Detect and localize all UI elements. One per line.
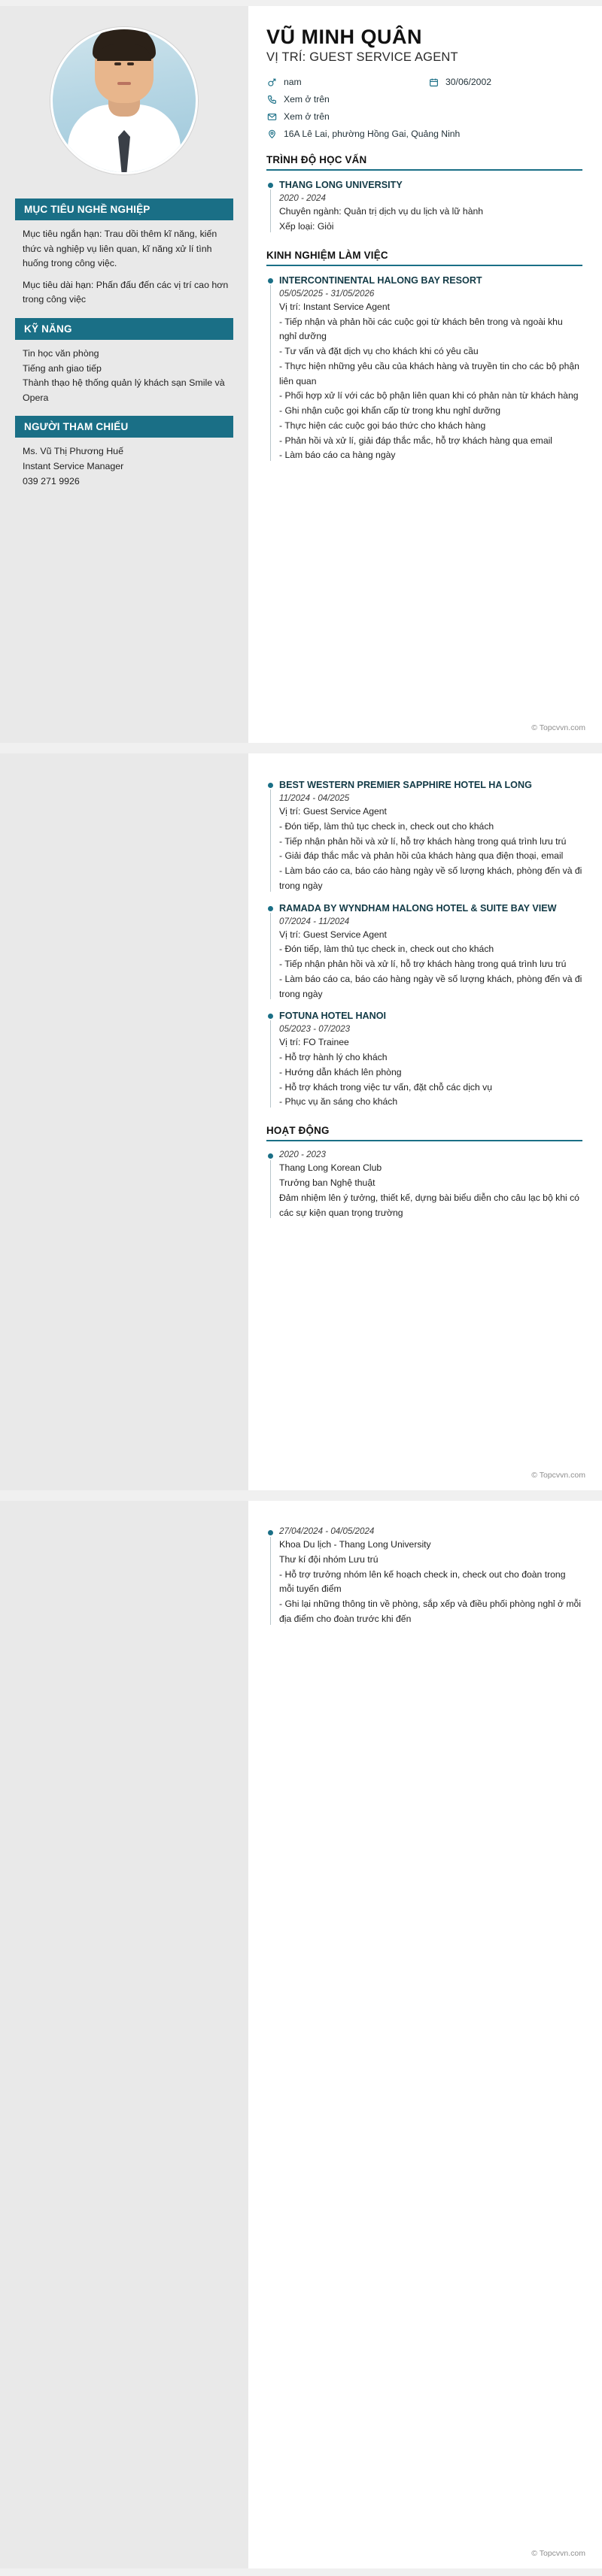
experience-line: - Đón tiếp, làm thủ tục check in, check out cho khách [279, 944, 494, 955]
experience-line: Vị trí: Instant Service Agent [279, 301, 390, 312]
experience-line: - Hỗ trợ khách trong việc tư vấn, đặt chỗ các dịch vụ [279, 1081, 493, 1093]
watermark: © Topcvvn.com [531, 723, 585, 732]
activity-line: Khoa Du lịch - Thang Long University [279, 1539, 431, 1550]
experience-date: 05/05/2025 - 31/05/2026 [279, 288, 375, 299]
section-title-experience: KINH NGHIỆM LÀM VIỆC [266, 250, 582, 266]
activity-line: - Hỗ trợ trưởng nhóm lên kế hoạch check in, check out cho đoàn trong mỗi tuyến điểm [279, 1568, 566, 1595]
experience-line: - Phản hồi và xử lí, giải đáp thắc mắc, hỗ trợ khách hàng qua email [279, 435, 553, 446]
contact-text: nam [284, 77, 302, 88]
experience-date: 07/2024 - 11/2024 [279, 916, 350, 926]
experience-line: - Làm báo cáo ca hàng ngày [279, 450, 396, 461]
resume-page-3 [0, 1501, 602, 2568]
contact-info [266, 77, 582, 139]
contact-phone [266, 94, 582, 105]
reference-line: 039 271 9926 [23, 475, 80, 486]
experience-org: FOTUNA HOTEL HANOI [279, 1011, 387, 1022]
sidebar-blank [0, 1501, 248, 2568]
sidebar [0, 6, 248, 743]
main-content-page-2 [248, 753, 602, 1490]
page-title: VŨ MINH QUÂN [266, 26, 422, 48]
activity-line: Đảm nhiệm lên ý tưởng, thiết kế, dựng bài biểu diễn cho câu lạc bộ khi có các sự kiện quan trọng trường [279, 1192, 579, 1218]
experience-entry [266, 779, 582, 894]
education-entry [266, 179, 582, 235]
experience-line: - Giải đáp thắc mắc và phản hồi của khách hàng qua điện thoại, email [279, 850, 564, 862]
experience-date: 11/2024 - 04/2025 [279, 793, 350, 803]
activity-line: Thang Long Korean Club [279, 1162, 382, 1174]
education-line: Xếp loại: Giỏi [279, 221, 334, 232]
contact-text: 30/06/2002 [445, 77, 491, 88]
experience-line: - Thực hiện những yêu cầu của khách hàng và truyền tin cho các bộ phận liên quan [279, 360, 579, 386]
avatar [0, 6, 248, 188]
mail-icon [266, 111, 278, 122]
education-line: Chuyên ngành: Quản trị dịch vụ du lịch và lữ hành [279, 206, 484, 217]
contact-text: Xem ở trên [284, 94, 330, 105]
experience-line: - Phục vụ ăn sáng cho khách [279, 1096, 398, 1108]
contact-text: Xem ở trên [284, 111, 330, 123]
skill-item: Tin học văn phòng [23, 347, 99, 359]
experience-line: - Làm báo cáo ca, báo cáo hàng ngày về số lượng khách, phòng đến và đi trong ngày [279, 865, 582, 891]
resume-page-2 [0, 753, 602, 1490]
experience-line: - Phối hợp xử lí với các bộ phận liên quan khi có phản nàn từ khách hàng [279, 390, 579, 402]
experience-line: - Tiếp nhận phản hồi và xử lí, hỗ trợ khách hàng trong quá trình lưu trú [279, 835, 567, 847]
experience-line: - Tư vấn và đặt dịch vụ cho khách khi có yêu cầu [279, 346, 479, 357]
experience-entry [266, 1010, 582, 1110]
activity-line: Thư kí đội nhóm Lưu trú [279, 1553, 379, 1565]
profile-photo [50, 27, 198, 174]
experience-line: - Tiếp nhận phản hồi và xử lí, hỗ trợ khách hàng trong quá trình lưu trú [279, 959, 567, 970]
sidebar-blank [0, 753, 248, 1490]
section-title-education: TRÌNH ĐỘ HỌC VẤN [266, 154, 582, 171]
gender-icon [266, 77, 278, 87]
objective-title: MỤC TIÊU NGHỀ NGHIỆP [15, 199, 233, 220]
skill-item: Thành thạo hệ thống quản lý khách sạn Smile và Opera [23, 377, 225, 403]
experience-date: 05/2023 - 07/2023 [279, 1024, 351, 1035]
main-content-page-3 [248, 1501, 602, 2568]
sidebar-section-skills [0, 318, 248, 405]
experience-line: Vị trí: Guest Service Agent [279, 929, 387, 940]
activity-entry [266, 1150, 582, 1220]
section-title-activities: HOẠT ĐỘNG [266, 1125, 582, 1141]
experience-line: - Hỗ trợ hành lý cho khách [279, 1052, 388, 1063]
activity-date: 27/04/2024 - 04/05/2024 [279, 1526, 375, 1536]
contact-address [266, 129, 582, 139]
contact-gender [266, 77, 421, 87]
education-date: 2020 - 2024 [279, 193, 326, 204]
reference-title: NGƯỜI THAM CHIẾU [15, 416, 233, 438]
contact-birthday [428, 77, 582, 87]
experience-line: - Đón tiếp, làm thủ tục check in, check out cho khách [279, 820, 494, 832]
experience-line: - Thực hiện các cuộc gọi báo thức cho khách hàng [279, 420, 486, 431]
objective-short: Mục tiêu ngắn hạn: Trau dồi thêm kĩ năng, kiến thức và nghiệp vụ liên quan, kĩ năng xử lí tình huống trong công việc. [23, 229, 217, 269]
experience-org: BEST WESTERN PREMIER SAPPHIRE HOTEL HA LONG [279, 780, 532, 790]
contact-email [266, 111, 582, 122]
watermark: © Topcvvn.com [531, 2549, 585, 2558]
phone-icon [266, 94, 278, 105]
job-title: VỊ TRÍ: GUEST SERVICE AGENT [266, 50, 458, 65]
experience-line: - Tiếp nhận và phản hồi các cuộc gọi từ khách bên trong và ngoài khu nghỉ dưỡng [279, 316, 563, 342]
skills-title: KỸ NĂNG [15, 318, 233, 340]
experience-org: RAMADA BY WYNDHAM HALONG HOTEL & SUITE BAY VIEW [279, 902, 557, 914]
reference-line: Instant Service Manager [23, 460, 124, 471]
experience-line: Vị trí: FO Trainee [279, 1037, 349, 1048]
watermark: © Topcvvn.com [531, 1471, 585, 1480]
experience-line: Vị trí: Guest Service Agent [279, 806, 387, 817]
resume-page-1 [0, 6, 602, 743]
sidebar-section-objective [0, 199, 248, 308]
experience-org: INTERCONTINENTAL HALONG BAY RESORT [279, 274, 482, 286]
location-icon [266, 129, 278, 139]
experience-entry [266, 274, 582, 463]
calendar-icon [428, 77, 439, 87]
activity-line: Trưởng ban Nghệ thuật [279, 1177, 375, 1189]
experience-line: - Ghi nhận cuộc gọi khẩn cấp từ trong khu nghỉ dưỡng [279, 405, 500, 417]
education-org: THANG LONG UNIVERSITY [279, 180, 403, 191]
reference-line: Ms. Vũ Thị Phương Huế [23, 446, 123, 457]
experience-line: - Hướng dẫn khách lên phòng [279, 1066, 402, 1077]
experience-entry [266, 902, 582, 1002]
main-content-page-1 [248, 6, 602, 743]
skill-item: Tiếng anh giao tiếp [23, 362, 102, 374]
contact-text: 16A Lê Lai, phường Hồng Gai, Quảng Ninh [284, 129, 461, 140]
experience-line: - Làm báo cáo ca, báo cáo hàng ngày về số lượng khách, phòng đến và đi trong ngày [279, 973, 582, 999]
activity-line: - Ghi lại những thông tin về phòng, sắp xếp và điều phối phòng nghỉ ở mỗi địa điểm cho đoàn trước khi đến [279, 1599, 582, 1624]
activity-date: 2020 - 2023 [279, 1150, 326, 1160]
activity-entry [266, 1526, 582, 1627]
sidebar-section-reference [0, 416, 248, 489]
objective-long: Mục tiêu dài hạn: Phấn đấu đến các vị trí cao hơn trong công việc [23, 279, 229, 305]
